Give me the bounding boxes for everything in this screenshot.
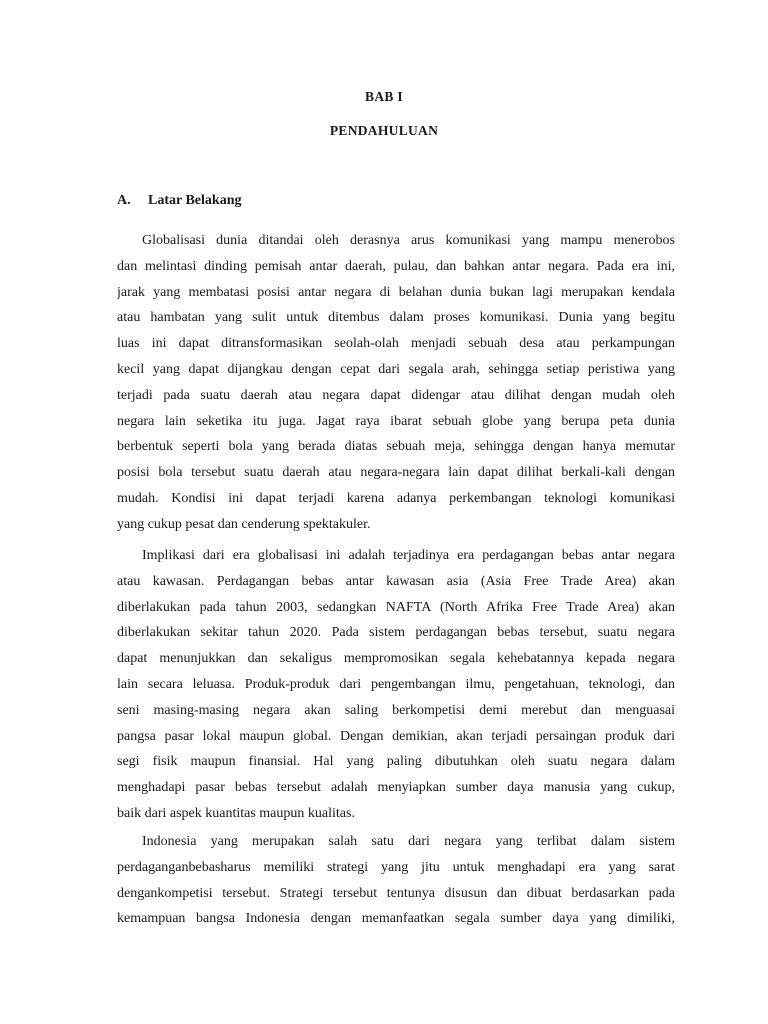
chapter-number: BAB I: [365, 89, 403, 104]
paragraph-line: jarak yang membatasi posisi antar negara di belahan dunia bukan lagi merupakan kendala: [117, 285, 675, 300]
paragraph-line: Globalisasi dunia ditandai oleh derasnya arus komunikasi yang mampu menerobos: [142, 233, 675, 248]
paragraph-line: Implikasi dari era globalisasi ini adalah terjadinya era perdagangan bebas antar negara: [142, 548, 675, 563]
paragraph-line: luas ini dapat ditransformasikan seolah-olah menjadi sebuah desa atau perkampungan: [117, 336, 675, 351]
paragraph-line: posisi bola tersebut suatu daerah atau negara-negara lain dapat dilihat berkali-kali dengan: [117, 465, 675, 480]
paragraph-line: yang cukup pesat dan cenderung spektakuler.: [117, 517, 371, 532]
paragraph-line: menghadapi pasar bebas tersebut adalah menyiapkan sumber daya manusia yang cukup,: [117, 780, 675, 795]
paragraph-line: dapat menunjukkan dan sekaligus mempromosikan segala kehebatannya kepada negara: [117, 651, 675, 666]
paragraph-line: perdaganganbebasharus memiliki strategi yang jitu untuk menghadapi era yang sarat: [117, 860, 675, 875]
paragraph-line: dengankompetisi tersebut. Strategi tersebut tentunya disusun dan dibuat berdasarkan pada: [117, 886, 675, 901]
paragraph-line: diberlakukan sekitar tahun 2020. Pada sistem perdagangan bebas tersebut, suatu negara: [117, 625, 675, 640]
paragraph-line: mudah. Kondisi ini dapat terjadi karena adanya perkembangan teknologi komunikasi: [117, 491, 675, 506]
paragraph-line: pangsa pasar lokal maupun global. Dengan demikian, akan terjadi persaingan produk dari: [117, 729, 675, 744]
paragraph-line: baik dari aspek kuantitas maupun kualitas.: [117, 806, 355, 821]
paragraph-line: terjadi pada suatu daerah atau negara dapat didengar atau dilihat dengan mudah oleh: [117, 388, 675, 403]
chapter-title: PENDAHULUAN: [329, 123, 439, 138]
paragraph-line: atau kawasan. Perdagangan bebas antar kawasan asia (Asia Free Trade Area) akan: [117, 574, 675, 589]
paragraph-line: atau hambatan yang sulit untuk ditembus dalam proses komunikasi. Dunia yang begitu: [117, 310, 675, 325]
paragraph-line: dan melintasi dinding pemisah antar daerah, pulau, dan bahkan antar negara. Pada era ini,: [117, 259, 675, 274]
paragraph-line: kemampuan bangsa Indonesia dengan memanfaatkan segala sumber daya yang dimiliki,: [117, 911, 675, 926]
paragraph-line: segi fisik maupun finansial. Hal yang paling dibutuhkan oleh suatu negara dalam: [117, 754, 675, 769]
paragraph-line: seni masing-masing negara akan saling berkompetisi demi merebut dan menguasai: [117, 703, 675, 718]
section-title: Latar Belakang: [148, 193, 242, 208]
section-heading: [117, 193, 241, 209]
paragraph-line: lain secara leluasa. Produk-produk dari pengembangan ilmu, pengetahuan, teknologi, dan: [117, 677, 675, 692]
paragraph-line: kecil yang dapat dijangkau dengan cepat dari segala arah, sehingga setiap peristiwa yang: [117, 362, 675, 377]
section-number: A.: [117, 193, 131, 208]
paragraph-line: berbentuk seperti bola yang berada diatas sebuah meja, sehingga dengan hanya memutar: [117, 439, 675, 454]
paragraph-line: negara lain seketika itu juga. Jagat raya ibarat sebuah globe yang berupa peta dunia: [117, 414, 675, 429]
paragraph-line: Indonesia yang merupakan salah satu dari negara yang terlibat dalam sistem: [142, 834, 675, 849]
paragraph-line: diberlakukan pada tahun 2003, sedangkan NAFTA (North Afrika Free Trade Area) akan: [117, 600, 675, 615]
